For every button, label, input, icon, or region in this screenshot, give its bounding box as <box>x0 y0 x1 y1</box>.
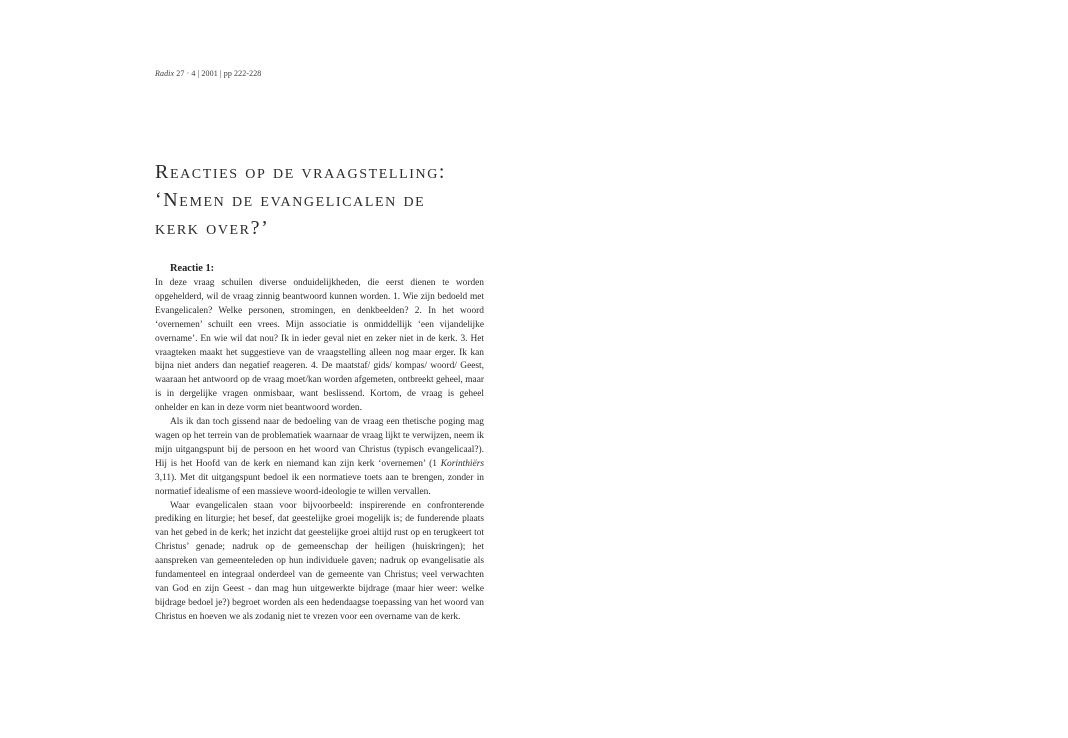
article-body <box>155 262 484 625</box>
citation-book: Korinthiërs <box>440 458 484 469</box>
paragraph-2 <box>155 416 484 499</box>
paragraph-1: In deze vraag schuilen diverse onduidelijkheden, die eerst dienen te worden opgehelderd, wil de vraag zinnig beantwoord kunnen worden. 1. Wie zijn bedoeld met Evangelicalen? Welke personen, stromingen, en denkbeelden? 2. In het woord ‘overnemen’ schuilt een vrees. Mijn associatie is onmiddellijk ‘een vijandelijke overname’. En wie wil dat nou? Ik in ieder geval niet en zeker niet in de kerk. 3. Het vraagteken maakt het suggestieve van de vraagstelling alleen nog maar erger. Ik kan bijna niet anders dan negatief reageren. 4. De maatstaf/ gids/ kompas/ woord/ Geest, waaraan het antwoord op de vraag moet/kan worden afgemeten, ontbreekt geheel, maar is in dergelijke vragen onmisbaar, want beslissend. Kortom, de vraag is geheel onhelder en kan in deze vorm niet beantwoord worden. <box>155 278 484 414</box>
paragraph-2-text: Als ik dan toch gissend naar de bedoeling van de vraag een thetische poging mag wagen op het terrein van de problematiek waarnaar de vraag lijkt te verwijzen, neem ik mijn uitgangspunt bij de persoon en het woord van Christus (typisch evangelicaal?). Hij is het Hoofd van de kerk en niemand kan zijn kerk ‘overnemen’ (1 <box>155 417 484 469</box>
title-line: Reacties op de vraagstelling: <box>155 161 447 183</box>
running-head <box>155 69 261 78</box>
paragraph-3: Waar evangelicalen staan voor bijvoorbeeld: inspirerende en confronterende prediking en liturgie; het besef, dat geestelijke groei mogelijk is; de funderende plaats van het gebed in de kerk; het inzicht dat geestelijke groei altijd rust op en terugkeert tot Christus’ genade; nadruk op de gemeenschap der heiligen (huiskringen); het aanspreken van gemeenteleden op hun individuele gaven; nadruk op evangelisatie als fundamenteel en integraal onderdeel van de gemeente van Christus; veel verwachten van God en zijn Geest - dan mag hun uitgewerkte bijdrage (maar hier weer: welke bijdrage bedoel je?) begroet worden als een hedendaagse toepassing van het woord van Christus en hoeven we als zodanig niet te vrezen voor een overname van de kerk. <box>155 500 484 622</box>
journal-name: Radix <box>155 69 175 78</box>
reaction-heading: Reactie 1: <box>170 263 215 274</box>
paragraph-2-text-cont: 3,11). Met dit uitgangspunt bedoel ik een normatieve toets aan te brengen, zonder in normatief idealisme of een massieve woord-ideologie te willen vervallen. <box>155 472 484 497</box>
issue-pages: 27 · 4 | 2001 | pp 222-228 <box>174 69 262 78</box>
title-line: kerk over?’ <box>155 217 270 239</box>
title-line: ‘Nemen de evangelicalen de <box>155 189 426 211</box>
article-title <box>155 158 575 242</box>
